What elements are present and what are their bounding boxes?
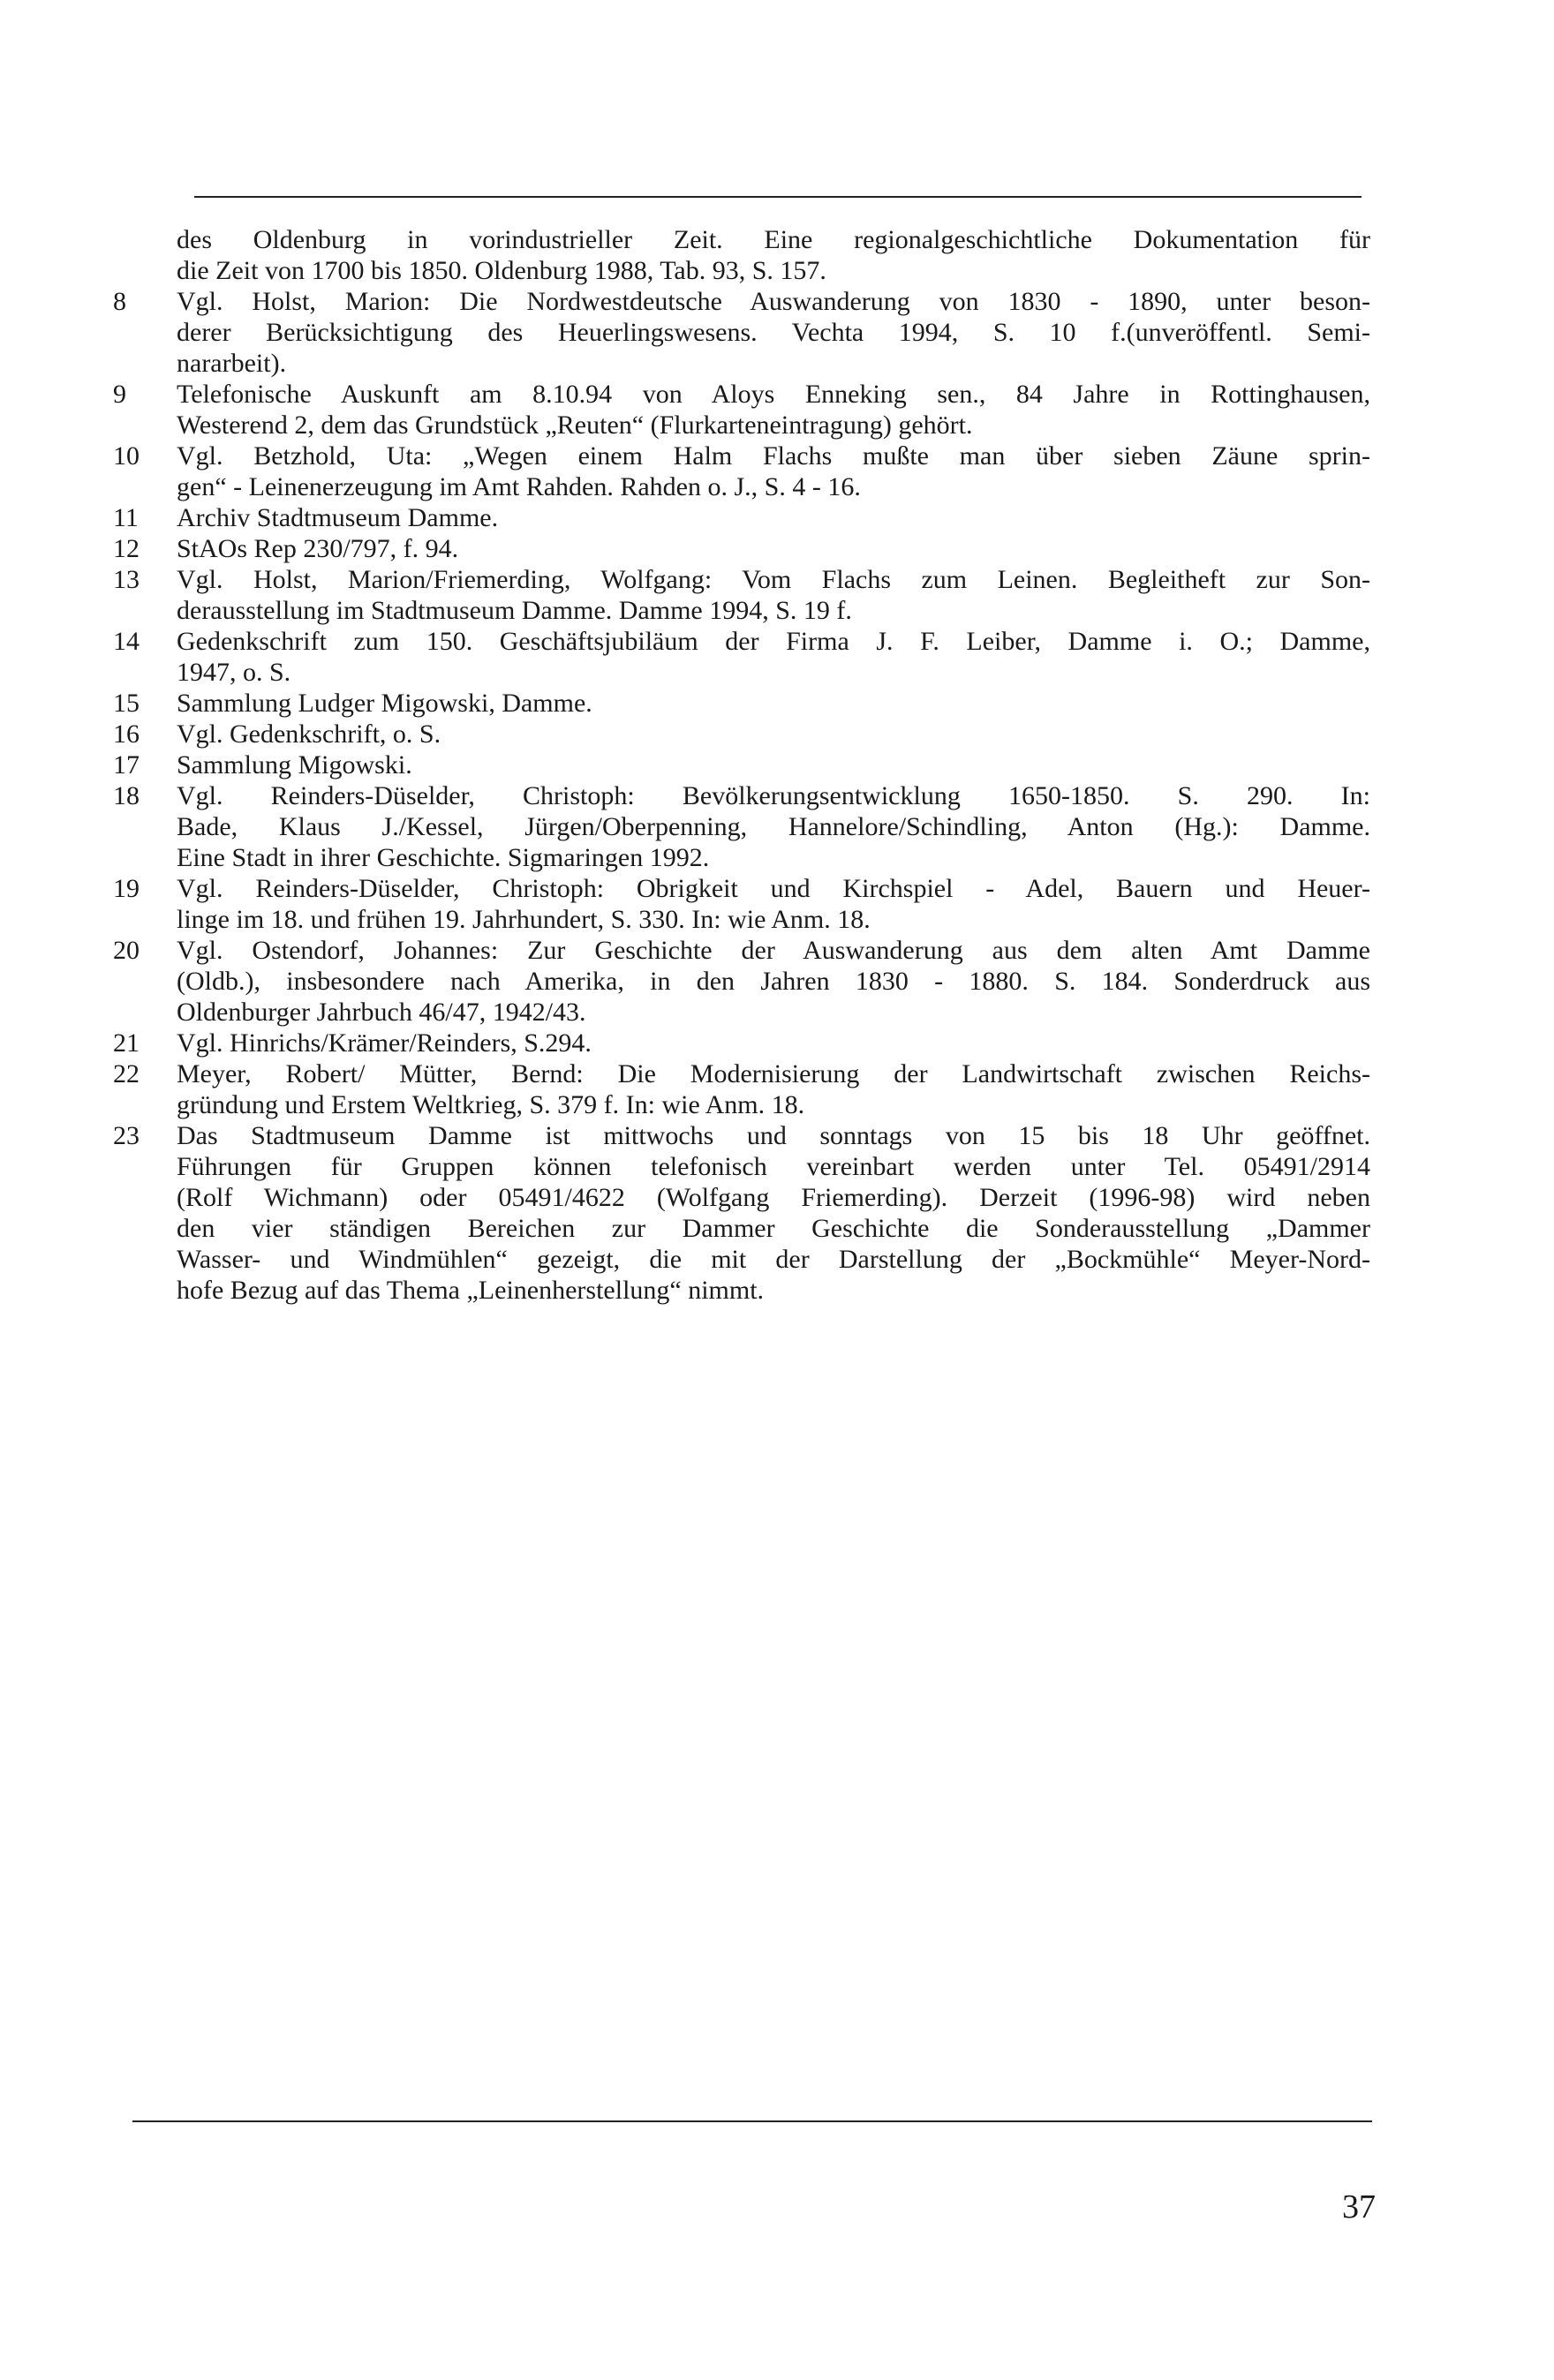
footnote-text [177,1058,1370,1120]
footnote-entry [113,688,1370,719]
footnote-line: nararbeit). [177,349,287,378]
footnote-entry [113,379,1370,441]
footnote-entry [113,286,1370,379]
footnote-line: StAOs Rep 230/797, f. 94. [177,534,459,563]
footnote-line: des Oldenburg in vorindustrieller Zeit. Eine regionalgeschichtliche Dokumentation für [177,225,1370,254]
footnote-number: 14 [113,627,140,656]
footnote-text [177,626,1370,688]
footnote-line: Sammlung Migowski. [177,750,412,780]
footnote-line: Vgl. Gedenkschrift, o. S. [177,719,441,749]
footnote-number: 12 [113,534,140,563]
footnote-entry [113,1058,1370,1120]
footnote-line: Vgl. Ostendorf, Johannes: Zur Geschichte der Auswanderung aus dem alten Amt Damme [177,936,1370,965]
footnote-line: (Oldb.), insbesondere nach Amerika, in den Jahren 1830 - 1880. S. 184. Sonderdruck aus [177,967,1370,996]
footnote-number [113,224,177,286]
footnote-number: 16 [113,719,140,749]
footnote-entry [113,564,1370,626]
footnote-line: Vgl. Hinrichs/Krämer/Reinders, S.294. [177,1028,592,1058]
footnote-line: linge im 18. und frühen 19. Jahrhundert, S. 330. In: wie Anm. 18. [177,905,871,934]
footnote-line: Oldenburger Jahrbuch 46/47, 1942/43. [177,998,586,1027]
footnotes-list [113,224,1370,1306]
footnote-text [177,224,1370,286]
top-rule [194,196,1362,198]
footnote-text [177,749,1370,780]
footnote-text [177,441,1370,502]
footnote-line: Meyer, Robert/ Mütter, Bernd: Die Modernisierung der Landwirtschaft zwischen Reichs- [177,1059,1370,1088]
footnote-text [177,533,1370,564]
footnote-line: Eine Stadt in ihrer Geschichte. Sigmaringen 1992. [177,843,710,872]
footnote-number: 9 [113,380,126,409]
footnote-text [177,688,1370,719]
footnote-entry [113,1028,1370,1058]
footnote-text [177,379,1370,441]
footnote-line: die Zeit von 1700 bis 1850. Oldenburg 1988, Tab. 93, S. 157. [177,256,826,285]
footnote-entry [113,749,1370,780]
footnote-entry [113,626,1370,688]
page-number: 37 [1342,2188,1376,2226]
footnote-entry [113,935,1370,1028]
footnote-entry [113,441,1370,502]
footnote-text [177,502,1370,533]
footnote-number: 15 [113,689,140,718]
footnote-text [177,1028,1370,1058]
footnote-text [177,564,1370,626]
footnote-line: Westerend 2, dem das Grundstück „Reuten“ (Flurkarteneintragung) gehört. [177,410,973,440]
footnote-entry [113,502,1370,533]
footnote-line: Führungen für Gruppen können telefonisch vereinbart werden unter Tel. 05491/2914 [177,1152,1370,1181]
footnote-line: 1947, o. S. [177,658,291,687]
footnote-entry [113,533,1370,564]
footnote-text [177,286,1370,379]
footnote-number: 19 [113,874,140,903]
footnote-line: derausstellung im Stadtmuseum Damme. Damme 1994, S. 19 f. [177,596,852,625]
footnote-number: 8 [113,287,126,316]
footnote-line: Vgl. Holst, Marion/Friemerding, Wolfgang: Vom Flachs zum Leinen. Begleitheft zur Son- [177,565,1370,594]
footnote-line: Das Stadtmuseum Damme ist mittwochs und sonntags von 15 bis 18 Uhr geöffnet. [177,1121,1370,1150]
footnote-text [177,873,1370,935]
footnote-number: 17 [113,750,140,780]
footnote-line: den vier ständigen Bereichen zur Dammer Geschichte die Sonderausstellung „Dammer [177,1214,1370,1243]
footnote-text [177,719,1370,749]
footnote-line: Gedenkschrift zum 150. Geschäftsjubiläum der Firma J. F. Leiber, Damme i. O.; Damme, [177,627,1370,656]
footnote-line: Vgl. Reinders-Düselder, Christoph: Bevölkerungsentwicklung 1650-1850. S. 290. In: [177,781,1370,810]
footnote-line: Sammlung Ludger Migowski, Damme. [177,689,592,718]
footnote-entry [113,719,1370,749]
footnote-line: hofe Bezug auf das Thema „Leinenherstellung“ nimmt. [177,1276,765,1305]
footnote-line: gen“ - Leinenerzeugung im Amt Rahden. Rahden o. J., S. 4 - 16. [177,472,861,501]
footnote-number: 20 [113,936,140,965]
footnote-number: 21 [113,1028,140,1058]
footnote-line: Vgl. Holst, Marion: Die Nordwestdeutsche Auswanderung von 1830 - 1890, unter beson- [177,287,1370,316]
bottom-rule [132,2120,1372,2122]
footnote-entry [113,873,1370,935]
footnote-line: Archiv Stadtmuseum Damme. [177,503,499,532]
footnote-line: derer Berücksichtigung des Heuerlingswesens. Vechta 1994, S. 10 f.(unveröffentl. Semi- [177,318,1370,347]
footnote-line: Vgl. Betzhold, Uta: „Wegen einem Halm Flachs mußte man über sieben Zäune sprin- [177,441,1370,471]
footnote-entry [113,224,1370,286]
footnote-number: 22 [113,1059,140,1088]
footnote-entry [113,780,1370,873]
footnote-number: 18 [113,781,140,810]
footnote-number: 11 [113,503,139,532]
footnote-number: 23 [113,1121,140,1150]
footnote-line: (Rolf Wichmann) oder 05491/4622 (Wolfgang Friemerding). Derzeit (1996-98) wird neben [177,1183,1370,1212]
footnote-line: gründung und Erstem Weltkrieg, S. 379 f. In: wie Anm. 18. [177,1090,805,1119]
footnote-number: 10 [113,441,140,471]
footnote-line: Bade, Klaus J./Kessel, Jürgen/Oberpenning, Hannelore/Schindling, Anton (Hg.): Damme. [177,812,1370,841]
footnote-line: Vgl. Reinders-Düselder, Christoph: Obrigkeit und Kirchspiel - Adel, Bauern und Heuer- [177,874,1370,903]
footnote-text [177,935,1370,1028]
footnote-entry [113,1120,1370,1306]
footnote-number: 13 [113,565,140,594]
footnote-line: Telefonische Auskunft am 8.10.94 von Aloys Enneking sen., 84 Jahre in Rottinghausen, [177,380,1370,409]
footnote-line: Wasser- und Windmühlen“ gezeigt, die mit der Darstellung der „Bockmühle“ Meyer-Nord- [177,1245,1370,1274]
footnote-text [177,780,1370,873]
footnote-text [177,1120,1370,1306]
